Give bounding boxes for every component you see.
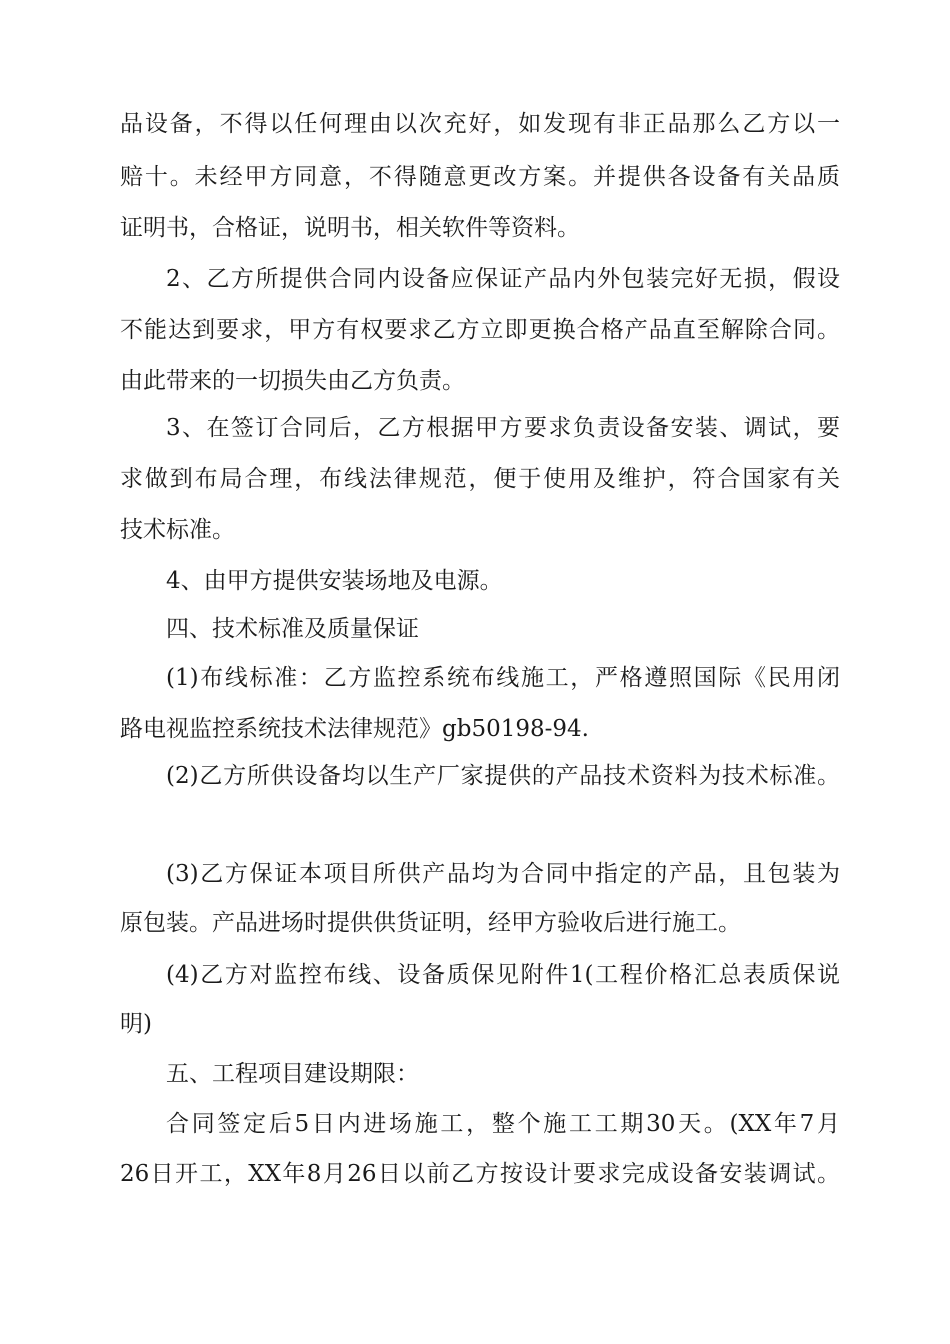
paragraph-line: 品设备，不得以任何理由以次充好，如发现有非正品那么乙方以一 [120, 111, 840, 137]
paragraph-line: 4、由甲方提供安装场地及电源。 [166, 568, 503, 594]
paragraph-line: (4)乙方对监控布线、设备质保见附件1(工程价格汇总表质保说 [166, 962, 840, 988]
paragraph-line: 证明书，合格证，说明书，相关软件等资料。 [120, 215, 580, 241]
section-heading: 四、技术标准及质量保证 [166, 616, 419, 642]
paragraph-line: 原包装。产品进场时提供供货证明，经甲方验收后进行施工。 [120, 910, 741, 936]
paragraph-line: 技术标准。 [120, 517, 235, 543]
paragraph-line: 2、乙方所提供合同内设备应保证产品内外包装完好无损，假设 [166, 266, 840, 292]
paragraph-line: (1)布线标准：乙方监控系统布线施工，严格遵照国际《民用闭 [166, 665, 840, 691]
paragraph-line: 明) [120, 1011, 152, 1037]
paragraph-line: 不能达到要求，甲方有权要求乙方立即更换合格产品直至解除合同。 [120, 317, 840, 343]
paragraph-line: 求做到布局合理，布线法律规范，便于使用及维护，符合国家有关 [120, 466, 840, 492]
paragraph-line: (2)乙方所供设备均以生产厂家提供的产品技术资料为技术标准。 [166, 763, 840, 789]
paragraph-line: 由此带来的一切损失由乙方负责。 [120, 368, 465, 394]
paragraph-line: 3、在签订合同后，乙方根据甲方要求负责设备安装、调试，要 [166, 415, 840, 441]
section-heading: 五、工程项目建设期限： [166, 1061, 419, 1087]
paragraph-line: 26日开工，XX年8月26日以前乙方按设计要求完成设备安装调试。 [120, 1161, 840, 1187]
paragraph-line: 合同签定后5日内进场施工，整个施工工期30天。(XX年7月 [166, 1111, 840, 1137]
paragraph-line: (3)乙方保证本项目所供产品均为合同中指定的产品，且包装为 [166, 861, 840, 887]
paragraph-line: 赔十。未经甲方同意，不得随意更改方案。并提供各设备有关品质 [120, 164, 840, 190]
paragraph-line: 路电视监控系统技术法律规范》gb50198-94. [120, 716, 589, 742]
